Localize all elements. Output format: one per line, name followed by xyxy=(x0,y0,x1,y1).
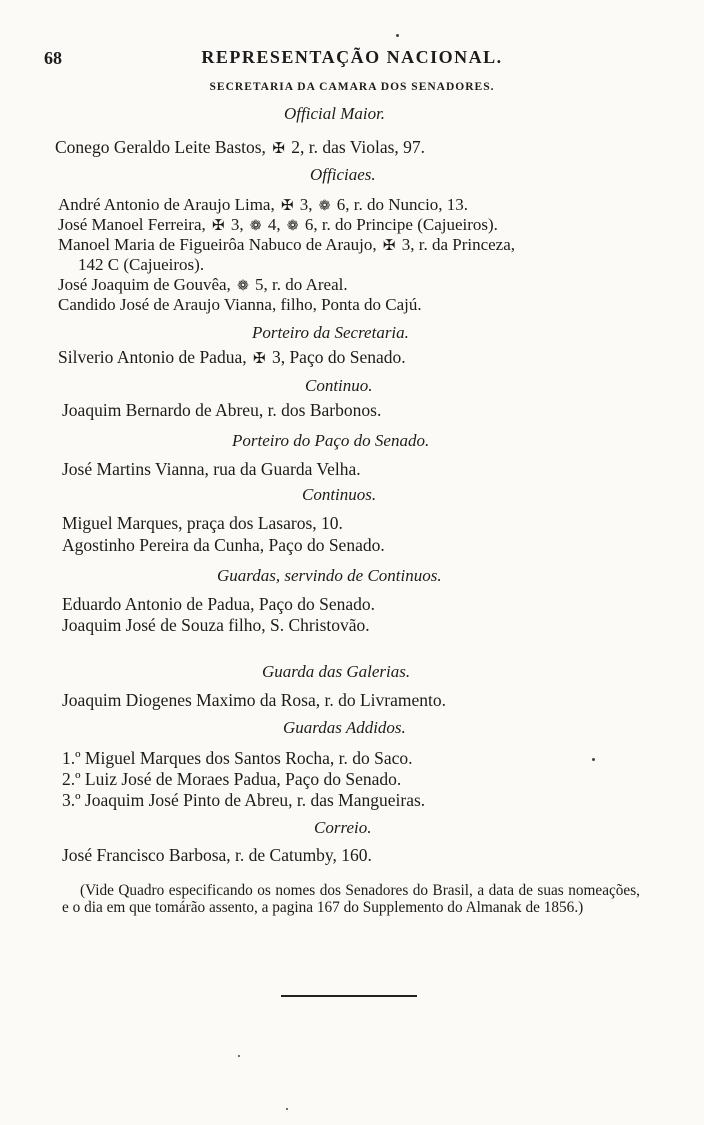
entry-officiaes-5 xyxy=(58,276,348,294)
caption-porteiro-paco: Porteiro do Paço do Senado. xyxy=(232,431,430,450)
entry-porteiro-paco: José Martins Vianna, rua da Guarda Velha. xyxy=(62,459,361,479)
entry-officiaes-3 xyxy=(58,236,515,254)
cross-icon: ✠ xyxy=(382,238,396,254)
caption-correio: Correio. xyxy=(314,818,372,837)
entry-text: 6, r. do Principe (Cajueiros). xyxy=(304,215,498,234)
entry-officiaes-1 xyxy=(58,196,468,214)
section-subhead: SECRETARIA DA CAMARA DOS SENADORES. xyxy=(209,81,495,93)
entry-guardas-addidos-2: 2.º Luiz José de Moraes Padua, Paço do Senado. xyxy=(62,769,402,789)
cross-icon: ✠ xyxy=(272,141,285,157)
medal-icon: ❁ xyxy=(249,219,262,234)
entry-text: 3, r. da Princeza, xyxy=(401,235,516,254)
entry-officiaes-2 xyxy=(58,216,498,234)
entry-officiaes-6: Candido José de Araujo Vianna, filho, Ponta do Cajú. xyxy=(58,295,422,314)
caption-guardas-continuos: Guardas, servindo de Continuos. xyxy=(217,566,442,585)
caption-continuo: Continuo. xyxy=(305,376,373,395)
caption-guarda-galerias: Guarda das Galerias. xyxy=(262,662,411,681)
caption-porteiro-secretaria: Porteiro da Secretaria. xyxy=(252,323,409,342)
entry-text: 3, xyxy=(230,215,244,234)
cross-icon: ✠ xyxy=(212,218,225,234)
entry-text: 4, xyxy=(267,215,281,234)
entry-text: 3, Paço do Senado. xyxy=(271,347,406,367)
entry-text: José Joaquim de Gouvêa, xyxy=(58,275,231,294)
caption-guardas-addidos: Guardas Addidos. xyxy=(283,718,406,737)
caption-official-maior: Official Maior. xyxy=(284,104,386,123)
print-speck xyxy=(286,1108,288,1110)
entry-official-maior xyxy=(55,139,425,157)
entry-guardas-continuos-1: Eduardo Antonio de Padua, Paço do Senado. xyxy=(62,594,376,614)
medal-icon: ❁ xyxy=(318,199,331,214)
print-speck xyxy=(396,34,399,37)
entry-text: José Manoel Ferreira, xyxy=(58,215,206,234)
entry-guardas-addidos-1: 1.º Miguel Marques dos Santos Rocha, r. do Saco. xyxy=(62,748,413,768)
entry-text: 2, r. das Violas, 97. xyxy=(291,137,426,157)
page-number: 68 xyxy=(44,48,62,68)
caption-officiaes: Officiaes. xyxy=(310,165,376,184)
medal-icon: ❁ xyxy=(237,279,249,294)
entry-guardas-continuos-2: Joaquim José de Souza filho, S. Christovão. xyxy=(62,615,370,635)
medal-icon: ❁ xyxy=(286,219,299,234)
entry-text: 3, xyxy=(299,195,313,214)
entry-text: 5, r. do Areal. xyxy=(255,275,348,294)
print-speck xyxy=(592,758,595,761)
caption-continuos: Continuos. xyxy=(302,485,377,504)
entry-text: Conego Geraldo Leite Bastos, xyxy=(55,137,266,157)
entry-porteiro-secretaria xyxy=(58,349,406,367)
entry-text: 6, r. do Nuncio, 13. xyxy=(336,195,469,214)
entry-text: Silverio Antonio de Padua, xyxy=(58,347,247,367)
entry-text: André Antonio de Araujo Lima, xyxy=(58,195,275,214)
running-head: REPRESENTAÇÃO NACIONAL. xyxy=(201,47,503,67)
entry-officiaes-4: 142 C (Cajueiros). xyxy=(78,255,205,274)
entry-guardas-addidos-3: 3.º Joaquim José Pinto de Abreu, r. das Mangueiras. xyxy=(62,790,426,810)
entry-guarda-galerias: Joaquim Diogenes Maximo da Rosa, r. do Livramento. xyxy=(62,690,446,710)
cross-icon: ✠ xyxy=(252,351,266,367)
entry-correio: José Francisco Barbosa, r. de Catumby, 160. xyxy=(62,845,372,865)
entry-text: Manoel Maria de Figueirôa Nabuco de Araujo, xyxy=(58,235,377,254)
cross-icon: ✠ xyxy=(280,198,294,214)
entry-continuos-1: Miguel Marques, praça dos Lasaros, 10. xyxy=(62,513,343,533)
footnote: (Vide Quadro especificando os nomes dos Senadores do Brasil, a data de suas nomeações, e o dia em que tomárão assento, a pagina 167 do Supplemento do Almanak de 1856.) xyxy=(62,882,640,916)
print-speck xyxy=(238,1055,240,1057)
closing-rule xyxy=(281,995,417,997)
entry-continuos-2: Agostinho Pereira da Cunha, Paço do Senado. xyxy=(62,535,385,555)
entry-continuo: Joaquim Bernardo de Abreu, r. dos Barbonos. xyxy=(62,400,382,420)
